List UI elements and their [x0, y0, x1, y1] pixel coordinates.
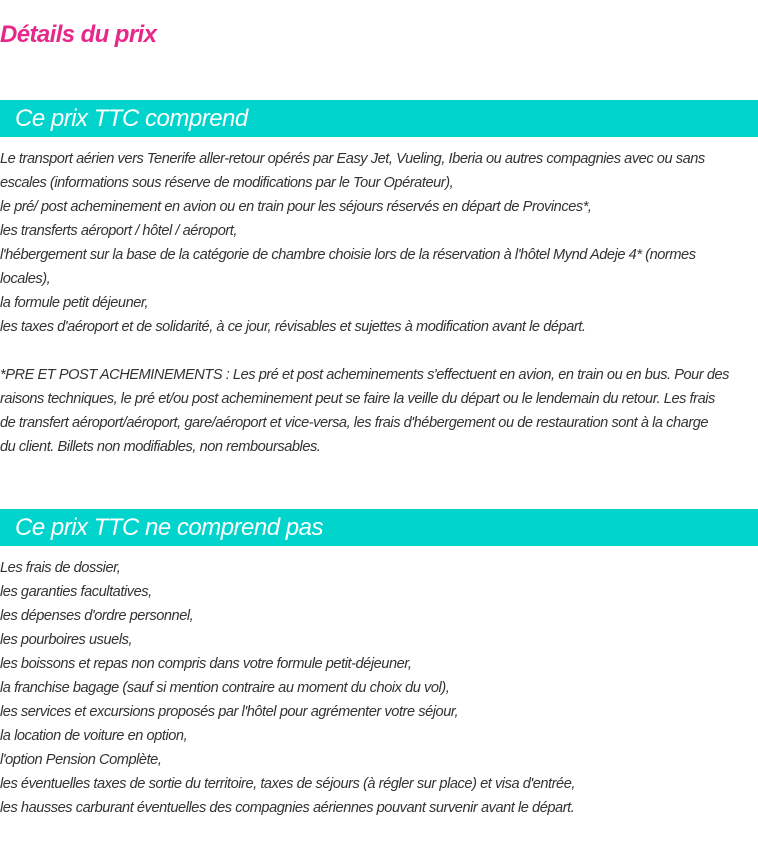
excludes-list: [0, 556, 758, 820]
includes-line: les taxes d'aéroport et de solidarité, à ce jour, révisables et sujettes à modification avant le départ.: [0, 319, 586, 335]
includes-line: l'hébergement sur la base de la catégorie de chambre choisie lors de la réservation à l'hôtel Mynd Adeje 4* (normes: [0, 247, 696, 263]
excludes-line: les services et excursions proposés par l'hôtel pour agrémenter votre séjour,: [0, 704, 459, 720]
transfer-note-line: raisons techniques, le pré et/ou post acheminement peut se faire la veille du départ ou le lendemain du retour. Les frais: [0, 391, 715, 407]
excludes-line: les hausses carburant éventuelles des compagnies aériennes pouvant survenir avant le départ.: [0, 800, 575, 816]
excludes-line: les dépenses d'ordre personnel,: [0, 608, 194, 624]
includes-line: escales (informations sous réserve de modifications par le Tour Opérateur),: [0, 175, 454, 191]
transfer-note-line: *PRE ET POST ACHEMINEMENTS : Les pré et post acheminements s'effectuent en avion, en train ou en bus. Pour des: [0, 367, 730, 383]
includes-line: locales),: [0, 271, 51, 287]
transfer-note: [0, 363, 758, 459]
includes-section-header: [0, 100, 758, 137]
excludes-line: Les frais de dossier,: [0, 560, 121, 576]
excludes-line: la location de voiture en option,: [0, 728, 188, 744]
includes-line: Le transport aérien vers Tenerife aller-retour opérés par Easy Jet, Vueling, Iberia ou autres compagnies avec ou sans: [0, 151, 705, 167]
excludes-line: l'option Pension Complète,: [0, 752, 162, 768]
excludes-line: la franchise bagage (sauf si mention contraire au moment du choix du vol),: [0, 680, 450, 696]
excludes-line: les pourboires usuels,: [0, 632, 133, 648]
includes-list: [0, 147, 758, 339]
excludes-line: les boissons et repas non compris dans votre formule petit-déjeuner,: [0, 656, 412, 672]
includes-heading: Ce prix TTC comprend: [15, 105, 248, 132]
excludes-heading: Ce prix TTC ne comprend pas: [15, 514, 323, 541]
transfer-note-line: de transfert aéroport/aéroport, gare/aéroport et vice-versa, les frais d'hébergement ou de restauration sont à la charge: [0, 415, 709, 431]
includes-line: la formule petit déjeuner,: [0, 295, 149, 311]
excludes-section-header: [0, 509, 758, 546]
page-title: Détails du prix: [0, 21, 157, 48]
excludes-line: les éventuelles taxes de sortie du territoire, taxes de séjours (à régler sur place) et visa d'entrée,: [0, 776, 575, 792]
transfer-note-line: du client. Billets non modifiables, non remboursables.: [0, 439, 321, 455]
includes-line: le pré/ post acheminement en avion ou en train pour les séjours réservés en départ de Provinces*,: [0, 199, 592, 215]
includes-line: les transferts aéroport / hôtel / aéroport,: [0, 223, 237, 239]
excludes-line: les garanties facultatives,: [0, 584, 152, 600]
